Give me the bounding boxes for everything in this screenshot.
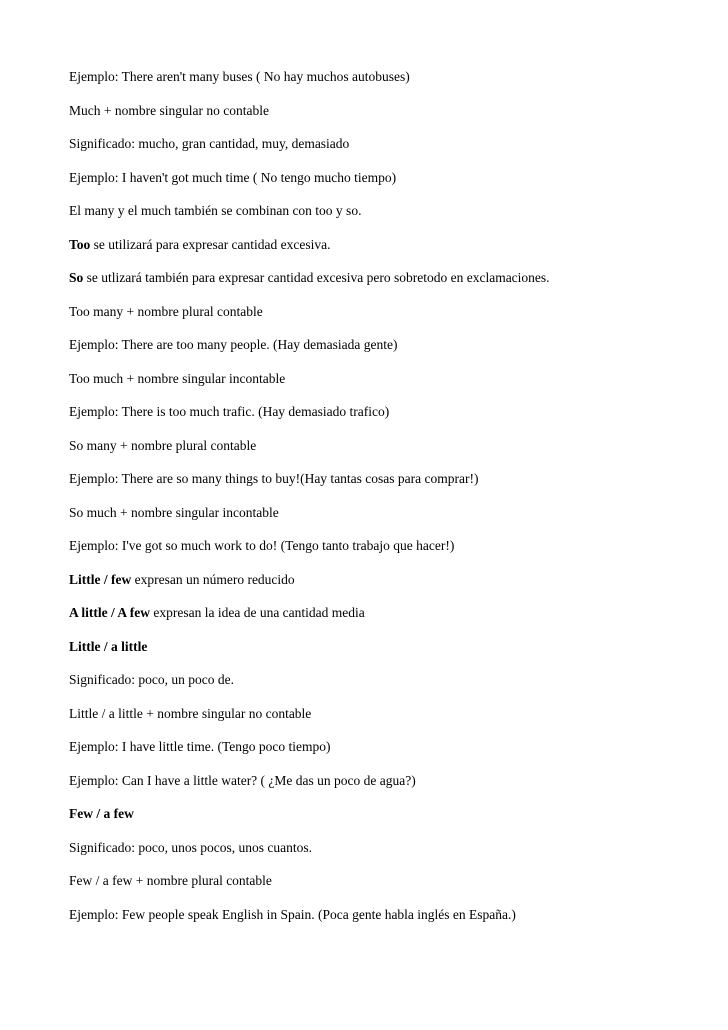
line-text: Ejemplo: There aren't many buses ( No hay muchos autobuses)	[69, 69, 410, 84]
line-text: So much + nombre singular incontable	[69, 504, 279, 520]
doc-line	[69, 437, 709, 471]
doc-line	[69, 102, 709, 136]
doc-line	[69, 738, 709, 772]
line-text: Ejemplo: I've got so much work to do! (Tengo tanto trabajo que hacer!)	[69, 538, 455, 553]
doc-line	[69, 638, 709, 672]
line-text: So many + nombre plural contable	[69, 437, 257, 453]
doc-line	[69, 202, 709, 236]
line-text: Ejemplo: I have little time. (Tengo poco tiempo)	[69, 739, 331, 754]
doc-line	[69, 370, 709, 404]
line-text: Ejemplo: There are so many things to buy!(Hay tantas cosas para comprar!)	[69, 471, 479, 486]
doc-line	[69, 504, 709, 538]
line-text: Ejemplo: Can I have a little water? ( ¿Me das un poco de agua?)	[69, 772, 416, 788]
doc-line	[69, 403, 709, 437]
doc-line	[69, 805, 709, 839]
doc-line	[69, 269, 709, 303]
doc-line	[69, 705, 709, 739]
line-text: Significado: mucho, gran cantidad, muy, demasiado	[69, 136, 350, 151]
doc-line	[69, 470, 709, 504]
doc-line	[69, 336, 709, 370]
doc-line	[69, 236, 709, 270]
doc-line	[69, 135, 709, 169]
line-bold-text: Few / a few	[69, 806, 134, 821]
line-bold-text: Little / few	[69, 571, 132, 587]
line-text: Ejemplo: Few people speak English in Spain. (Poca gente habla inglés en España.)	[69, 906, 516, 922]
line-text: expresan la idea de una cantidad media	[150, 605, 365, 620]
line-bold-text: So	[69, 270, 84, 285]
line-bold-text: A little / A few	[69, 605, 150, 620]
line-text: Little / a little + nombre singular no contable	[69, 705, 312, 721]
document-page	[69, 68, 709, 939]
doc-line	[69, 772, 709, 806]
line-bold-text: Little / a little	[69, 638, 148, 654]
line-text: se utilizará para expresar cantidad excesiva.	[90, 236, 331, 252]
line-text: Significado: poco, un poco de.	[69, 672, 234, 687]
line-text: se utlizará también para expresar cantidad excesiva pero sobretodo en exclamaciones.	[83, 270, 550, 285]
line-text: expresan un número reducido	[131, 571, 295, 587]
line-bold-text: Too	[69, 236, 91, 252]
line-text: Significado: poco, unos pocos, unos cuantos.	[69, 839, 312, 855]
line-text: Ejemplo: There is too much trafic. (Hay demasiado trafico)	[69, 404, 390, 419]
doc-line	[69, 537, 709, 571]
doc-line	[69, 571, 709, 605]
doc-line	[69, 906, 709, 940]
line-text: Ejemplo: There are too many people. (Hay demasiada gente)	[69, 337, 398, 352]
line-text: Ejemplo: I haven't got much time ( No tengo mucho tiempo)	[69, 169, 397, 185]
doc-line	[69, 839, 709, 873]
doc-line	[69, 604, 709, 638]
line-text: El many y el much también se combinan con too y so.	[69, 203, 362, 218]
doc-line	[69, 169, 709, 203]
line-text: Too much + nombre singular incontable	[69, 370, 286, 386]
line-text: Much + nombre singular no contable	[69, 102, 269, 118]
doc-line	[69, 303, 709, 337]
doc-line	[69, 671, 709, 705]
line-text: Few / a few + nombre plural contable	[69, 873, 272, 888]
doc-line	[69, 68, 709, 102]
doc-line	[69, 872, 709, 906]
line-text: Too many + nombre plural contable	[69, 303, 263, 319]
